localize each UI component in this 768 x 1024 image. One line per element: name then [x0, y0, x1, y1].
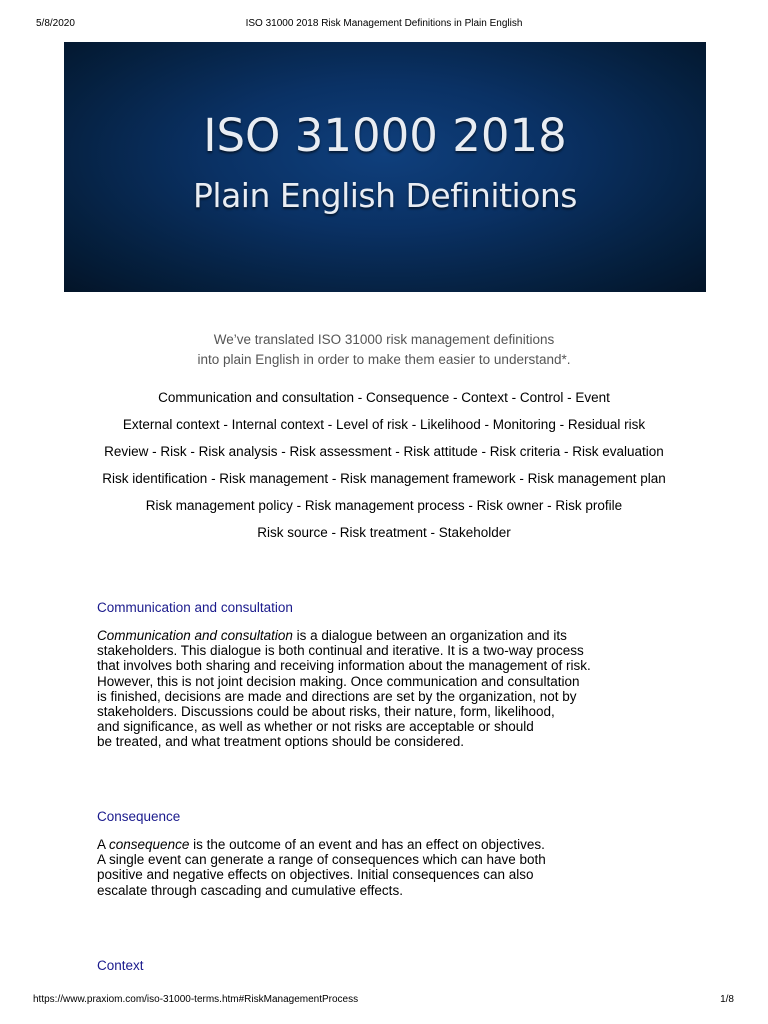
body-line: However, this is not joint decision making. Once communication and consultation [97, 673, 580, 689]
body-line: positive and negative effects on objectives. Initial consequences can also [97, 867, 534, 883]
body-line: A single event can generate a range of consequences which can have both [97, 852, 546, 868]
page-url: https://www.praxiom.com/iso-31000-terms.htm#RiskManagementProcess [33, 994, 359, 1005]
print-header [0, 17, 768, 31]
section-body [97, 628, 697, 750]
body-line: is finished, decisions are made and directions are set by the organization, not by [97, 688, 577, 704]
intro-line: We’ve translated ISO 31000 risk management definitions [213, 332, 555, 347]
body-text: is a dialogue between an organization and its [292, 628, 567, 643]
definitions-index [0, 388, 768, 550]
section-context [97, 957, 697, 975]
section-heading: Consequence [97, 809, 181, 824]
body-line: and significance, as well as whether or not risks are acceptable or should [97, 719, 534, 735]
print-title: ISO 31000 2018 Risk Management Definitions in Plain English [245, 18, 523, 29]
body-line: escalate through cascading and cumulative effects. [97, 882, 403, 898]
body-text: is the outcome of an event and has an effect on objectives. [189, 837, 545, 852]
banner-subtitle: Plain English Definitions [193, 176, 577, 215]
section-communication [97, 599, 697, 750]
title-banner [64, 42, 706, 292]
index-line[interactable]: External context - Internal context - Level of risk - Likelihood - Monitoring - Residual risk [122, 417, 646, 432]
section-body [97, 837, 697, 898]
body-line: stakeholders. This dialogue is both continual and iterative. It is a two-way process [97, 643, 584, 659]
section-consequence [97, 808, 697, 898]
index-line[interactable]: Risk management policy - Risk management process - Risk owner - Risk profile [145, 498, 623, 513]
index-line[interactable]: Risk identification - Risk management - Risk management framework - Risk management plan [102, 471, 666, 486]
body-line [97, 628, 697, 643]
banner-title: ISO 31000 2018 [203, 109, 567, 162]
body-text: A [97, 837, 110, 852]
index-line[interactable]: Communication and consultation - Consequence - Context - Control - Event [158, 390, 610, 405]
print-footer [0, 993, 768, 1007]
body-line: that involves both sharing and receiving information about the management of risk. [97, 658, 591, 674]
index-line[interactable]: Review - Risk - Risk analysis - Risk assessment - Risk attitude - Risk criteria - Risk evaluation [104, 444, 664, 459]
section-heading: Context [97, 958, 144, 973]
print-date: 5/8/2020 [36, 18, 75, 29]
intro-line: into plain English in order to make them easier to understand*. [197, 352, 571, 367]
defined-term: Communication and consultation [97, 628, 293, 643]
index-line[interactable]: Risk source - Risk treatment - Stakeholder [257, 525, 511, 540]
body-line: stakeholders. Discussions could be about risks, their nature, form, likelihood, [97, 704, 555, 720]
body-line: be treated, and what treatment options should be considered. [97, 734, 464, 750]
body-line [97, 837, 697, 852]
section-heading: Communication and consultation [97, 600, 293, 615]
intro-text [0, 330, 768, 370]
defined-term: consequence [109, 837, 190, 852]
page-number: 1/8 [720, 994, 734, 1005]
